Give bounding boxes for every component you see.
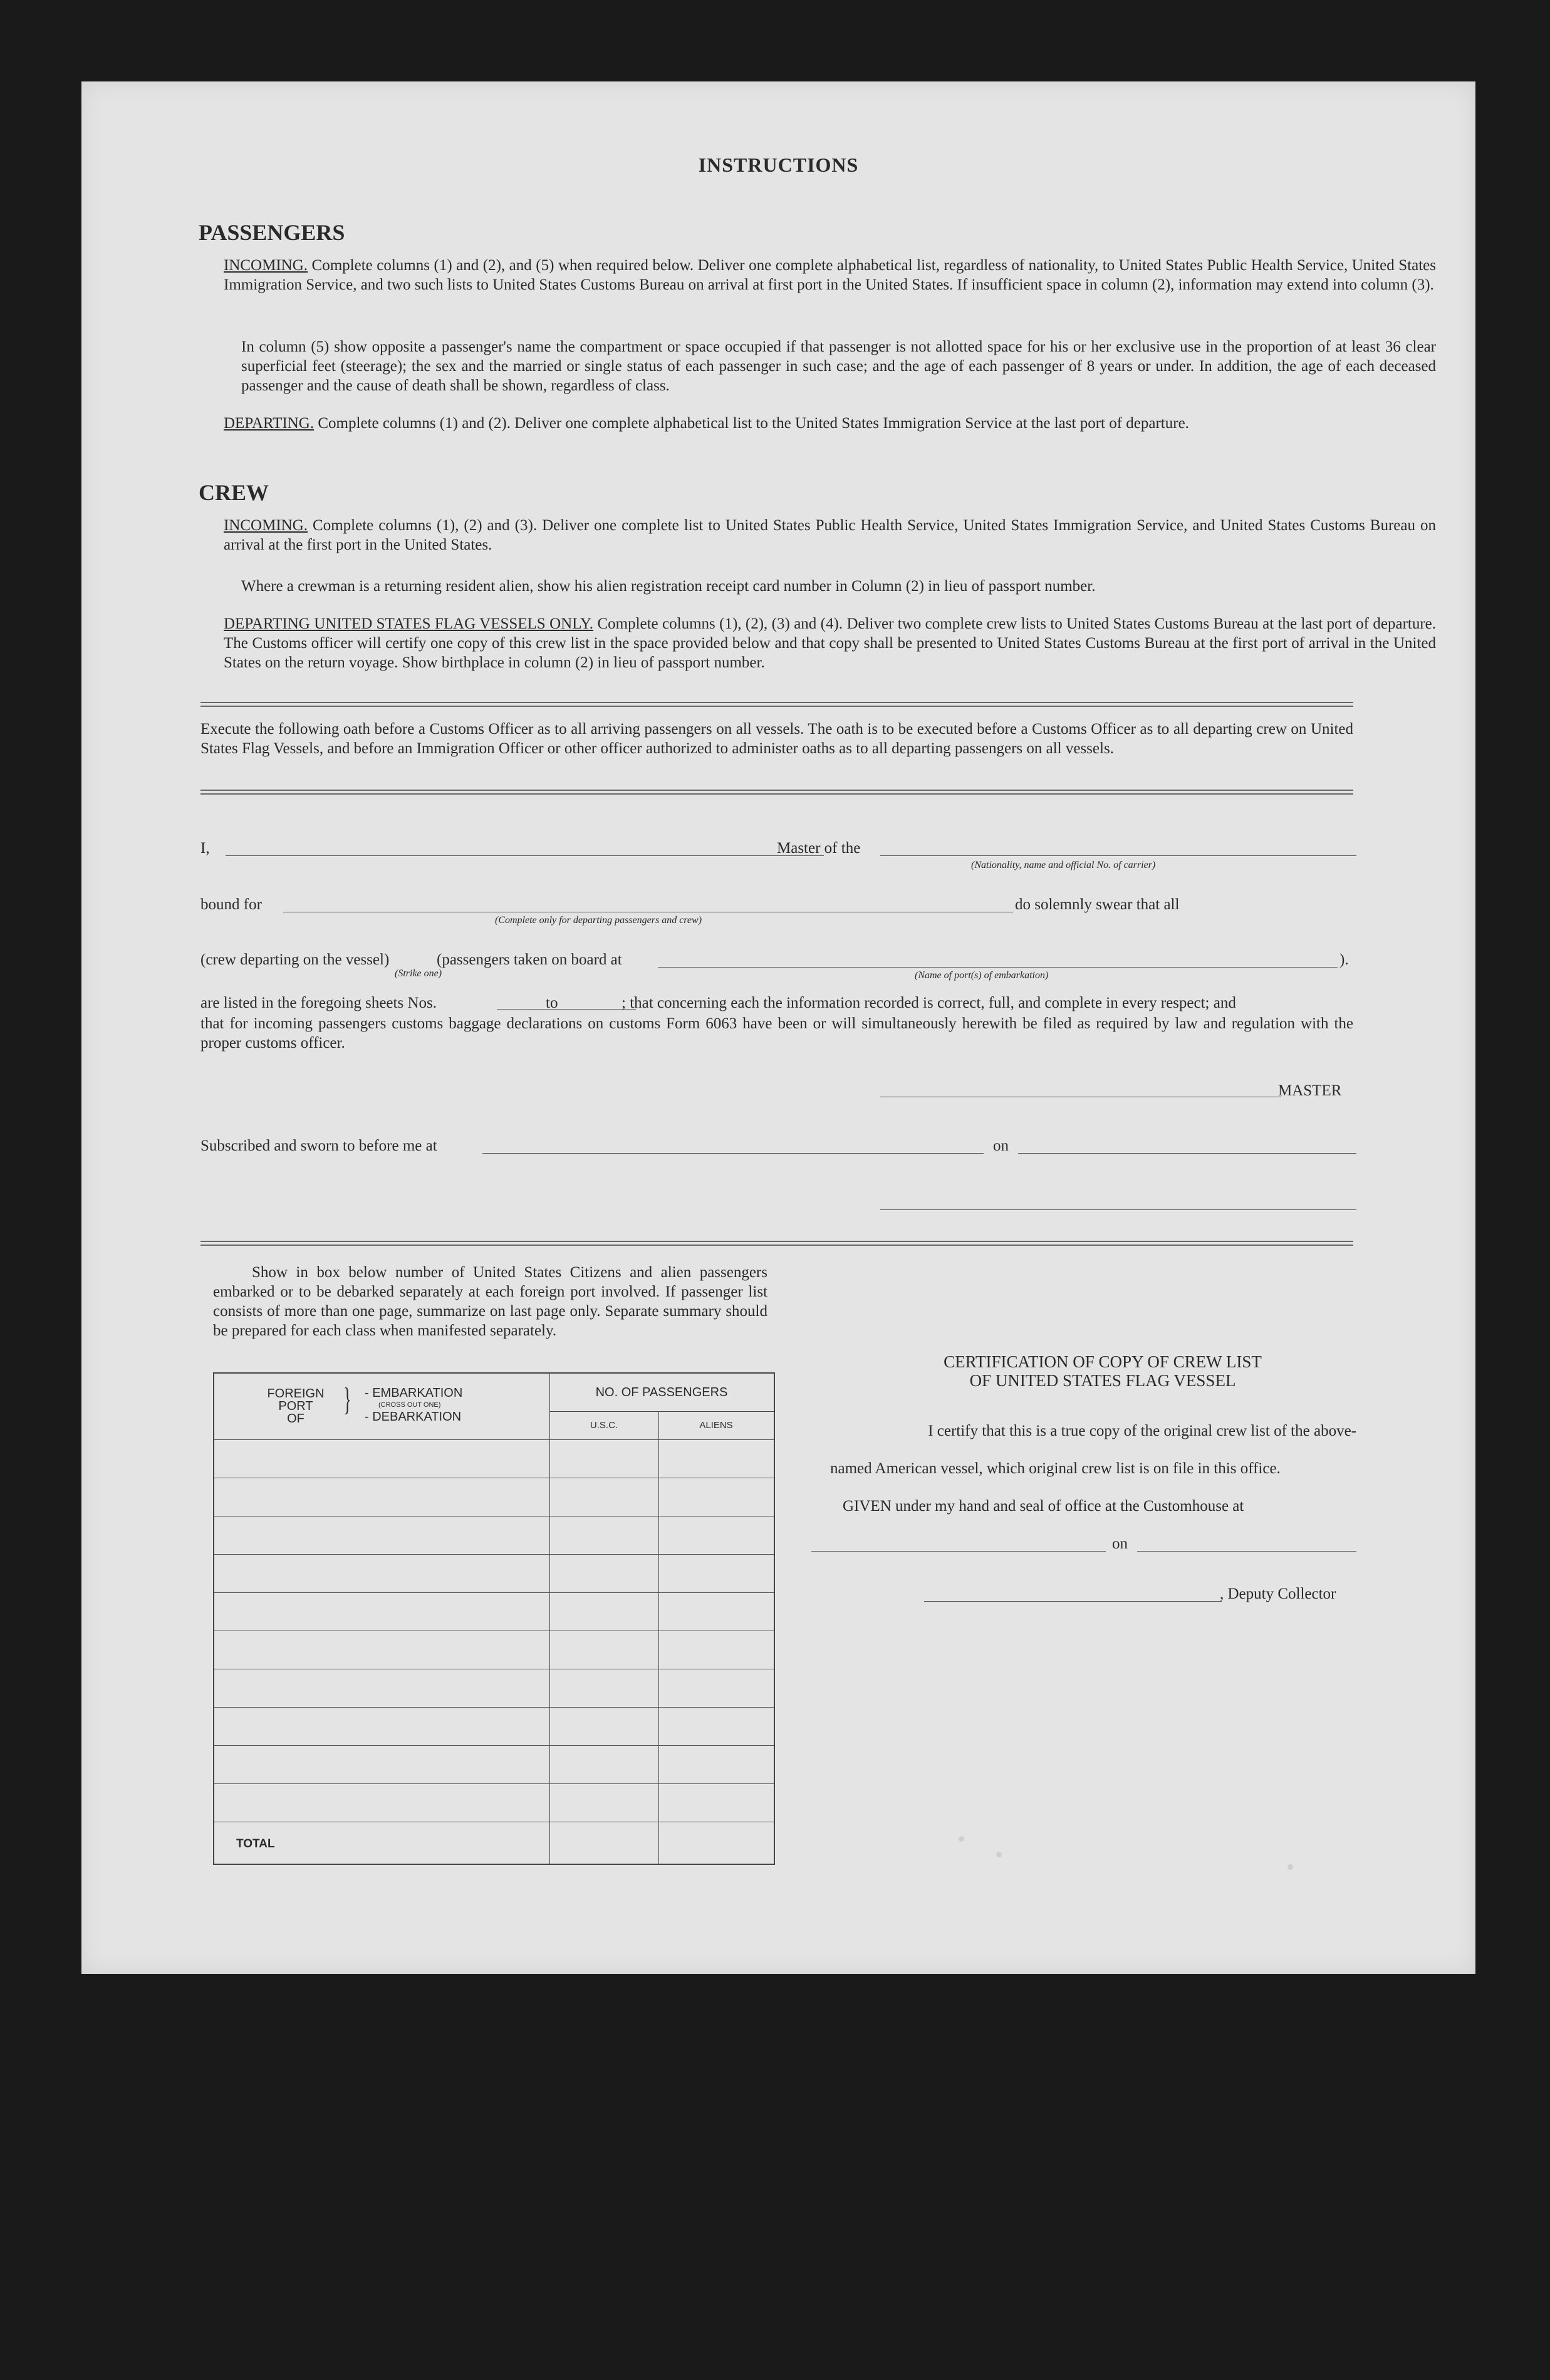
certification-text-1: I certify that this is a true copy of the original crew list of the above- — [928, 1422, 1356, 1439]
customhouse-field[interactable] — [811, 1551, 1106, 1552]
oath-i: I, — [200, 840, 210, 857]
crew-departing — [224, 614, 1436, 672]
passengers-departing — [224, 414, 1436, 433]
crew-incoming-label: INCOMING. — [224, 517, 308, 534]
oath-on: on — [993, 1137, 1009, 1154]
table-row[interactable] — [214, 1745, 774, 1746]
passengers-departing-text: Complete columns (1) and (2). Deliver one complete alphabetical list to the United States Immigration Service at the last port of departure. — [318, 415, 1189, 432]
divider-oath — [200, 790, 1353, 795]
summary-intro: Show in box below number of United States Citizens and alien passengers embarked or to be debarked separately at each foreign port involved. If passenger list consists of more than one page, summarize on last page only. Separate summary should be prepared for each class when manifested separately. — [213, 1264, 767, 1339]
aliens-header: ALIENS — [658, 1411, 774, 1440]
oath-passengers-taken: (passengers taken on board at — [437, 951, 622, 968]
oath-master-label: MASTER — [1278, 1082, 1342, 1099]
oath-subscribed: Subscribed and sworn to before me at — [200, 1137, 437, 1154]
oath-intro: Execute the following oath before a Customs Officer as to all arriving passengers on all vessels. The oath is to be executed before a Customs Officer as to all departing crew on United States Flag Vessels, and before an Immigration Officer or other officer authorized to administer oaths as to all departing passengers on all vessels. — [200, 721, 1353, 757]
sworn-date-field[interactable] — [1018, 1153, 1356, 1154]
total-label: TOTAL — [236, 1837, 275, 1850]
debark-option[interactable]: - DEBARKATION — [365, 1410, 462, 1424]
passenger-summary-table — [213, 1372, 775, 1865]
sheet-from-field[interactable] — [497, 1009, 572, 1010]
carrier-caption: (Nationality, name and official No. of carrier) — [971, 860, 1156, 870]
passengers-count-header: NO. OF PASSENGERS — [549, 1374, 774, 1412]
crew-departing-text: Complete columns (1), (2), (3) and (4). Deliver two complete crew lists to United States Customs Bureau at the last port of departure. The Customs officer will certify one copy of this crew list in the space provided below and that copy shall be presented to United States Customs Bureau at the first port of arrival in the United States on the return voyage. Show birthplace in column (2) in lieu of passport number. — [224, 615, 1437, 671]
officer-signature-field[interactable] — [880, 1209, 1356, 1210]
certification-title — [852, 1352, 1353, 1390]
deputy-signature-field[interactable] — [924, 1601, 1222, 1602]
paper-speck — [996, 1852, 1002, 1857]
certification-given: GIVEN under my hand and seal of office at the Customhouse at — [843, 1498, 1244, 1515]
passengers-incoming — [224, 256, 1436, 295]
port-caption: (Name of port(s) of embarkation) — [915, 970, 1049, 981]
crew-resident: Where a crewman is a returning resident alien, show his alien registration receipt card number in Column (2) in lieu of passport number. — [241, 578, 1096, 595]
oath-master-of: Master of the — [777, 840, 861, 857]
paper-speck — [959, 1836, 964, 1842]
port-header-port: PORT — [278, 1399, 313, 1413]
port-header-label — [258, 1387, 333, 1425]
certification-on: on — [1112, 1535, 1128, 1552]
crew-departing-label: DEPARTING UNITED STATES FLAG VESSELS ONLY. — [224, 615, 594, 632]
port-header-foreign: FOREIGN — [267, 1387, 325, 1401]
certification-deputy: , Deputy Collector — [1220, 1585, 1336, 1602]
strike-one-caption: (Strike one) — [395, 968, 442, 979]
oath-listed-1: are listed in the foregoing sheets Nos. — [200, 994, 437, 1011]
carrier-field[interactable] — [880, 855, 1356, 856]
column-divider-1 — [549, 1439, 550, 1864]
certification-title-line1: CERTIFICATION OF COPY OF CREW LIST — [944, 1352, 1262, 1371]
passengers-heading: PASSENGERS — [199, 220, 345, 245]
table-row[interactable] — [214, 1783, 774, 1784]
page-title: INSTRUCTIONS — [698, 154, 859, 176]
oath-close-paren: ). — [1339, 951, 1349, 968]
oath-swear: do solemnly swear that all — [1015, 896, 1180, 913]
usc-header: U.S.C. — [549, 1411, 659, 1440]
form-page — [81, 81, 1475, 1974]
certification-text-2: named American vessel, which original crew list is on file in this office. — [830, 1460, 1281, 1477]
passengers-departing-label: DEPARTING. — [224, 415, 315, 432]
oath-to: to — [546, 994, 558, 1011]
oath-listed-2: ; that concerning each the information recorded is correct, full, and complete in every respect; and — [622, 994, 1236, 1011]
port-header-of: OF — [287, 1412, 304, 1426]
bound-caption: (Complete only for departing passengers and crew) — [495, 915, 702, 926]
certification-date-field[interactable] — [1137, 1551, 1356, 1552]
port-header — [214, 1374, 550, 1440]
sworn-place-field[interactable] — [482, 1153, 984, 1154]
passengers-incoming-label: INCOMING. — [224, 257, 308, 274]
cross-out-note: (CROSS OUT ONE) — [378, 1401, 441, 1409]
table-row[interactable] — [214, 1707, 774, 1708]
oath-listed-rest: that for incoming passengers customs baggage declarations on customs Form 6063 have been or will simultaneously herewith be filed as required by law and regulation with the proper customs officer. — [200, 1015, 1353, 1052]
oath-bound-for: bound for — [200, 896, 262, 913]
brace-icon: } — [343, 1382, 351, 1417]
divider-top — [200, 702, 1353, 707]
column-divider-2 — [658, 1439, 659, 1864]
embark-option[interactable]: - EMBARKATION — [365, 1386, 463, 1400]
embarkation-port-field[interactable] — [658, 967, 1338, 968]
table-row[interactable] — [214, 1592, 774, 1593]
certification-title-line2: OF UNITED STATES FLAG VESSEL — [969, 1371, 1236, 1390]
crew-incoming — [224, 516, 1436, 555]
divider-bottom — [200, 1241, 1353, 1246]
table-row[interactable] — [214, 1554, 774, 1555]
master-name-field[interactable] — [226, 855, 824, 856]
passengers-column5: In column (5) show opposite a passenger's name the compartment or space occupied if that passenger is not allotted space for his or her exclusive use in the proportion of at least 36 clear superficial feet (steerage); the sex and the married or single status of each passenger in such case; and the age of each passenger of 8 years or under. In addition, the age of each deceased passenger and the cause of death shall be shown, regardless of class. — [241, 338, 1436, 394]
crew-incoming-text: Complete columns (1), (2) and (3). Deliver one complete list to United States Public Health Service, United States Immigration Service, and United States Customs Bureau on arrival at the first port in the United States. — [224, 517, 1436, 553]
crew-heading: CREW — [199, 480, 269, 505]
paper-speck — [1287, 1864, 1293, 1870]
oath-crew-departing: (crew departing on the vessel) — [200, 951, 390, 968]
passengers-incoming-text: Complete columns (1) and (2), and (5) when required below. Deliver one complete alphabetical list, regardless of nationality, to United States Public Health Service, United States Immigration Service, and two such lists to United States Customs Bureau on arrival at first port in the United States. If insufficient space in column (2), information may extend into column (3). — [224, 257, 1436, 293]
